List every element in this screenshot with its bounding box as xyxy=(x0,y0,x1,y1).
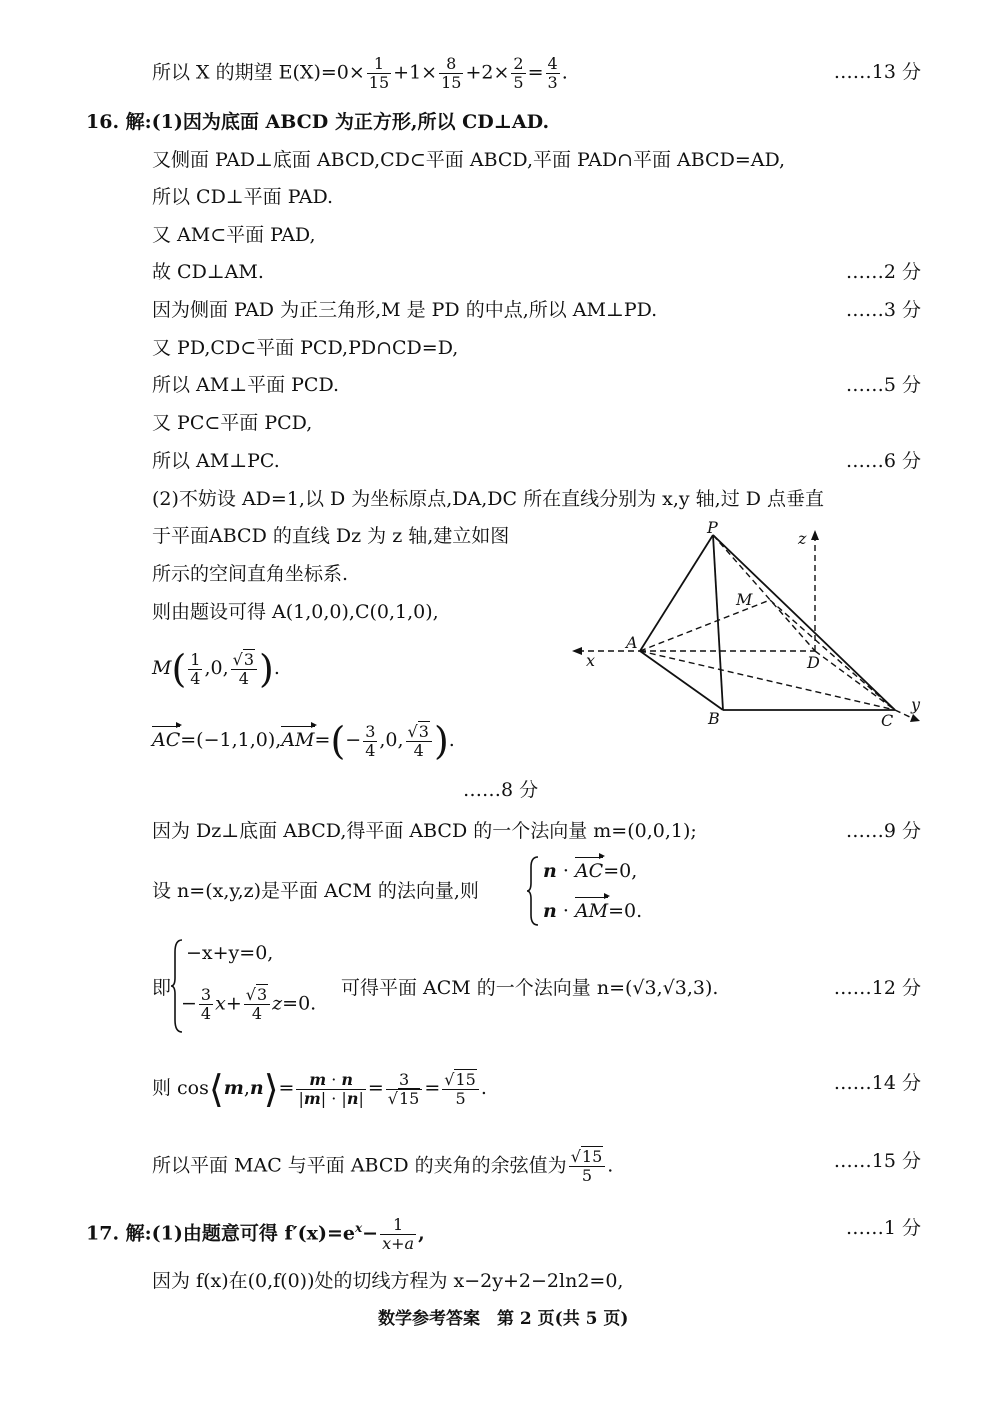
brace-1 xyxy=(526,855,542,927)
label-a: A xyxy=(626,633,638,652)
segment-mc xyxy=(770,600,895,710)
label-b: B xyxy=(708,709,720,728)
score-3: ……3 分 xyxy=(845,299,921,321)
y-axis xyxy=(895,710,912,718)
label-y: y xyxy=(911,695,921,714)
z-arrow xyxy=(811,530,819,540)
edge-pd xyxy=(713,535,815,651)
score-8: ……8 分 xyxy=(463,779,539,801)
q16-line-b: 所以 CD⊥平面 PAD. xyxy=(152,186,334,208)
label-z: z xyxy=(798,529,807,548)
q16-line-e: 因为侧面 PAD 为正三角形,M 是 PD 的中点,所以 AM⊥PD. xyxy=(152,299,658,321)
ji-label: 即 xyxy=(152,977,172,999)
score-13: ……13 分 xyxy=(833,61,921,83)
q16-line-g: 所以 AM⊥平面 PCD. xyxy=(152,374,340,396)
edge-pc xyxy=(713,535,895,710)
edge-pb xyxy=(713,535,723,710)
vector-line: AC=(−1,1,0),AM=(− $\frac{3}{4}$ ,0, $\frac{√3}{4}$ ). xyxy=(152,719,455,763)
label-x: x xyxy=(586,651,596,670)
label-p: P xyxy=(707,520,718,537)
score-14: ……14 分 xyxy=(833,1072,921,1094)
q16-line-q: 因为 Dz⊥底面 ABCD,得平面 ABCD 的一个法向量 m=(0,0,1); xyxy=(152,820,697,842)
normal-n-text: 可得平面 ACM 的一个法向量 n=(√3,√3,3). xyxy=(341,977,719,999)
q16-line-h: 又 PC⊂平面 PCD, xyxy=(152,412,313,434)
conclusion-line: 所以平面 MAC 与平面 ABCD 的夹角的余弦值为 $\frac{√15}{5}$ . xyxy=(152,1147,614,1185)
q16-line-k: 于平面ABCD 的直线 Dz 为 z 轴,建立如图 xyxy=(152,525,510,547)
q16-heading: 16. 解:(1)因为底面 ABCD 为正方形,所以 CD⊥AD. xyxy=(86,111,550,133)
edge-ab xyxy=(640,651,723,710)
q16-line-j: (2)不妨设 AD=1,以 D 为坐标原点,DA,DC 所在直线分别为 x,y 轴,过 D 点垂直 xyxy=(152,488,825,510)
q17-heading-text: 17. 解:(1)由题意可得 f′(x)=e xyxy=(86,1222,355,1245)
score-6: ……6 分 xyxy=(845,450,921,472)
page-footer: 数学参考答案 第 2 页(共 5 页) xyxy=(378,1309,629,1329)
score-2: ……2 分 xyxy=(845,261,921,283)
y-arrow xyxy=(910,714,920,722)
expectation-text: 所以 X 的期望 E(X)=0× xyxy=(152,61,365,84)
q17-line-a: 因为 f(x)在(0,f(0))处的切线方程为 x−2y+2−2ln2=0, xyxy=(152,1270,624,1292)
x-arrow xyxy=(572,647,582,655)
q16-line-m: 则由题设可得 A(1,0,0),C(0,1,0), xyxy=(152,601,439,623)
q16-line-i: 所以 AM⊥PC. xyxy=(152,450,280,472)
pyramid-figure xyxy=(560,520,940,740)
m-coordinate: M( $\frac{1}{4}$ ,0, $\frac{√3}{4}$ ). xyxy=(152,647,280,691)
system1-eq1: n · AC=0, xyxy=(543,860,638,882)
label-d: D xyxy=(807,653,820,672)
q16-line-a: 又侧面 PAD⊥底面 ABCD,CD⊂平面 ABCD,平面 PAD∩平面 ABCD=AD, xyxy=(152,149,786,171)
q16-line-l: 所示的空间直角坐标系. xyxy=(152,563,349,585)
conclusion-text: 所以平面 MAC 与平面 ABCD 的夹角的余弦值为 xyxy=(152,1154,567,1177)
score-12: ……12 分 xyxy=(833,977,921,999)
edge-pa xyxy=(640,535,713,651)
score-1: ……1 分 xyxy=(845,1217,921,1239)
cosine-line: 则 cos⟨m,n⟩= $\frac{m \cdot n}{|m| \cdot |n|}$ = $\frac{3}{√15}$ = $\frac{√15}{5}$ . xyxy=(152,1067,487,1111)
q16-line-c: 又 AM⊂平面 PAD, xyxy=(152,224,316,246)
label-c: C xyxy=(881,711,894,730)
system2-eq1: −x+y=0, xyxy=(186,942,274,964)
expectation-line: 所以 X 的期望 E(X)=0× $\frac{1}{15}$ +1× $\frac{8}{15}$ +2× $\frac{2}{5}$ = $\frac{4}{3}$ . xyxy=(152,54,568,92)
q16-line-f: 又 PD,CD⊂平面 PCD,PD∩CD=D, xyxy=(152,337,459,359)
score-5: ……5 分 xyxy=(845,374,921,396)
q16-line-r: 设 n=(x,y,z)是平面 ACM 的法向量,则 xyxy=(152,880,479,902)
score-9: ……9 分 xyxy=(845,820,921,842)
system2-eq2: − $\frac{3}{4}$ x+ $\frac{√3}{4}$ z=0. xyxy=(181,985,317,1023)
q17-heading: 17. 解:(1)由题意可得 $f'(x)=e^x-$ $\frac{1}{x+a}$ , xyxy=(86,1214,425,1253)
system1-eq2: n · AM=0. xyxy=(543,900,643,922)
edge-ac xyxy=(640,651,895,710)
q16-line-d: 故 CD⊥AM. xyxy=(152,261,264,283)
label-m: M xyxy=(736,590,753,609)
score-15: ……15 分 xyxy=(833,1150,921,1172)
